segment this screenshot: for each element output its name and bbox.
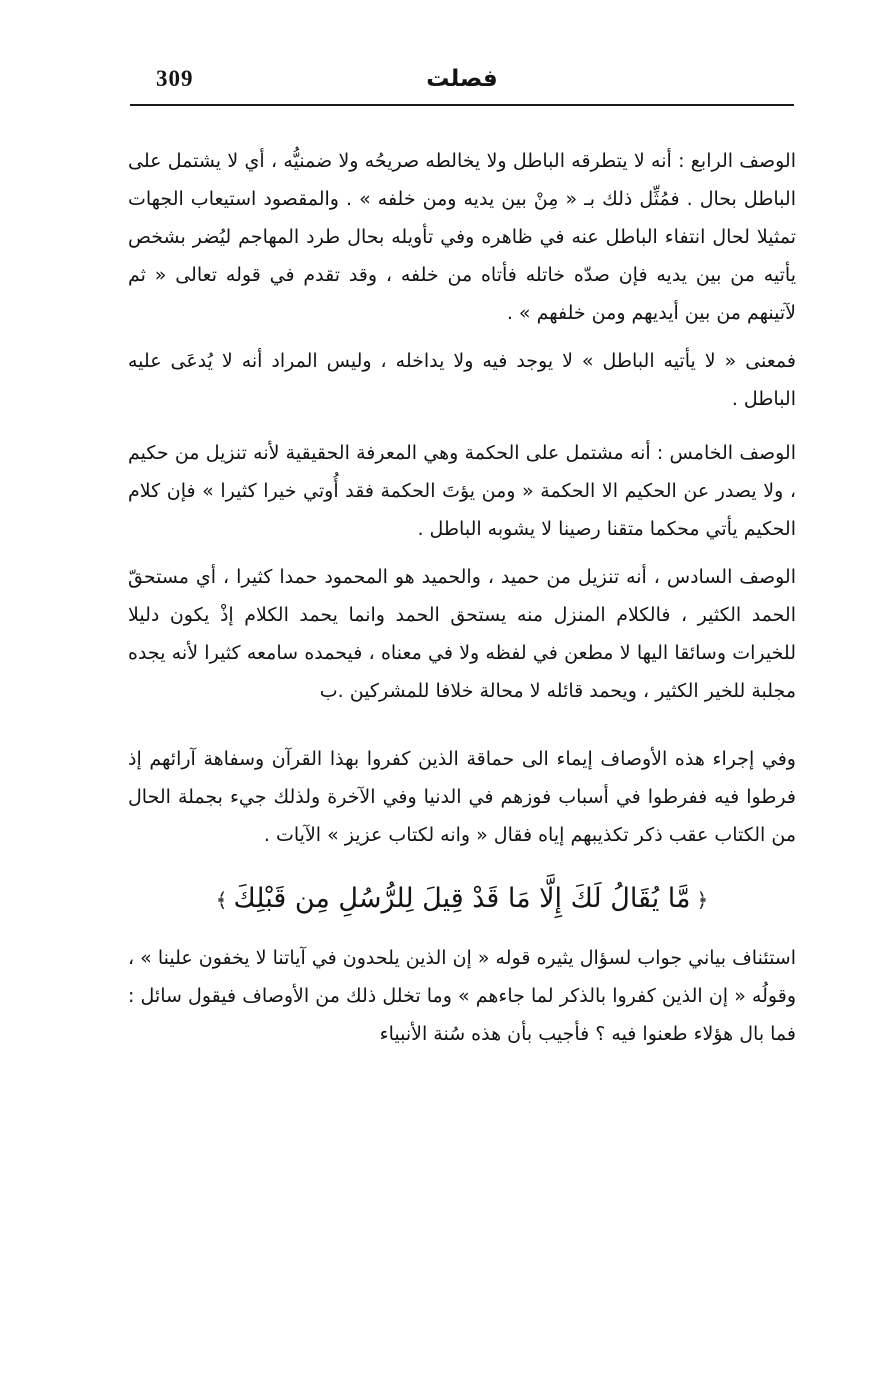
paragraph-gap: [128, 332, 796, 342]
running-title: فصلت: [426, 66, 498, 92]
paragraph-commentary: استئناف بياني جواب لسؤال يثيره قوله « إن الذين يلحدون في آياتنا لا يخفون علينا » ، وقولُه « إن الذين كفروا بالذكر لما جاءهم » وما تخلل ذلك من الأوصاف فيقول سائل : فما بال هؤلاء طعنوا فيه ؟ فأجيب بأن هذه سُنة الأنبياء: [128, 947, 796, 1045]
paragraph-gap: [128, 929, 796, 939]
verse-close-ornament: ﴾: [215, 888, 228, 912]
paragraph-descriptions-note: وفي إجراء هذه الأوصاف إيماء الى حماقة الذين كفروا بهذا القرآن وسفاهة آرائهم إذ فرطوا فيه ففرطوا في أسباب فوزهم في الدنيا وفي الآخرة ولذلك جيء بجملة الحال من الكتاب عقب ذكر تكذيبهم إياه فقال « وانه لكتاب عزيز » الآيات .: [128, 748, 796, 846]
header-rule: [130, 104, 794, 106]
verse-text: مَّا يُقَالُ لَكَ إِلَّا مَا قَدْ قِيلَ لِلرُّسُلِ مِن قَبْلِكَ: [233, 883, 691, 914]
paragraph-fifth-description: الوصف الخامس : أنه مشتمل على الحكمة وهي المعرفة الحقيقية لأنه تنزيل من حكيم ، ولا يصدر عن الحكيم الا الحكمة « ومن يؤتَ الحكمة فقد أُوتي خيرا كثيرا » فإن كلام الحكيم يأتي محكما متقنا رصينا لا يشوبه الباطل .: [128, 442, 796, 540]
paragraph-fourth-description: الوصف الرابع : أنه لا يتطرقه الباطل ولا يخالطه صريحُه ولا ضمنيُّه ، أي لا يشتمل على الباطل بحال . فمُثِّل ذلك بـ « مِنْ بين يديه ومن خلفه » . والمقصود استيعاب الجهات تمثيلا لحال انتفاء الباطل عنه في ظاهره وفي تأويله بحال طرد المهاجم ليُضر بشخص يأتيه من بين يديه فإن صدّه خاتله فأتاه من خلفه ، وقد تقدم في قوله تعالى « ثم لآتينهم من بين أيديهم ومن خلفهم » .: [128, 150, 796, 324]
paragraph-sixth-description: الوصف السادس ، أنه تنزيل من حميد ، والحميد هو المحمود حمدا كثيرا ، أي مستحقّ الحمد الكثير ، فالكلام المنزل منه يستحق الحمد وانما يحمد الكلام إذْ يكون دليلا للخيرات وسائقا اليها لا مطعن في لفظه ولا في معناه ، فيحمده سامعه كثيرا لأنه يجده مجلبة للخير الكثير ، ويحمد قائله لا محالة خلافا للمشركين .ب: [128, 566, 796, 702]
paragraph-gap: [128, 418, 796, 434]
quran-verse: [128, 870, 796, 929]
paragraph-gap: [128, 710, 796, 740]
paragraph-gap: [128, 548, 796, 558]
paragraph-gap: [128, 854, 796, 870]
paragraph-meaning: فمعنى « لا يأتيه الباطل » لا يوجد فيه ولا يداخله ، وليس المراد أنه لا يُدعَى عليه الباطل .: [128, 350, 796, 410]
page-header: [130, 58, 794, 106]
page-body: [128, 142, 796, 1053]
page-number: 309: [156, 66, 194, 91]
verse-open-ornament: ﴿: [696, 888, 709, 912]
